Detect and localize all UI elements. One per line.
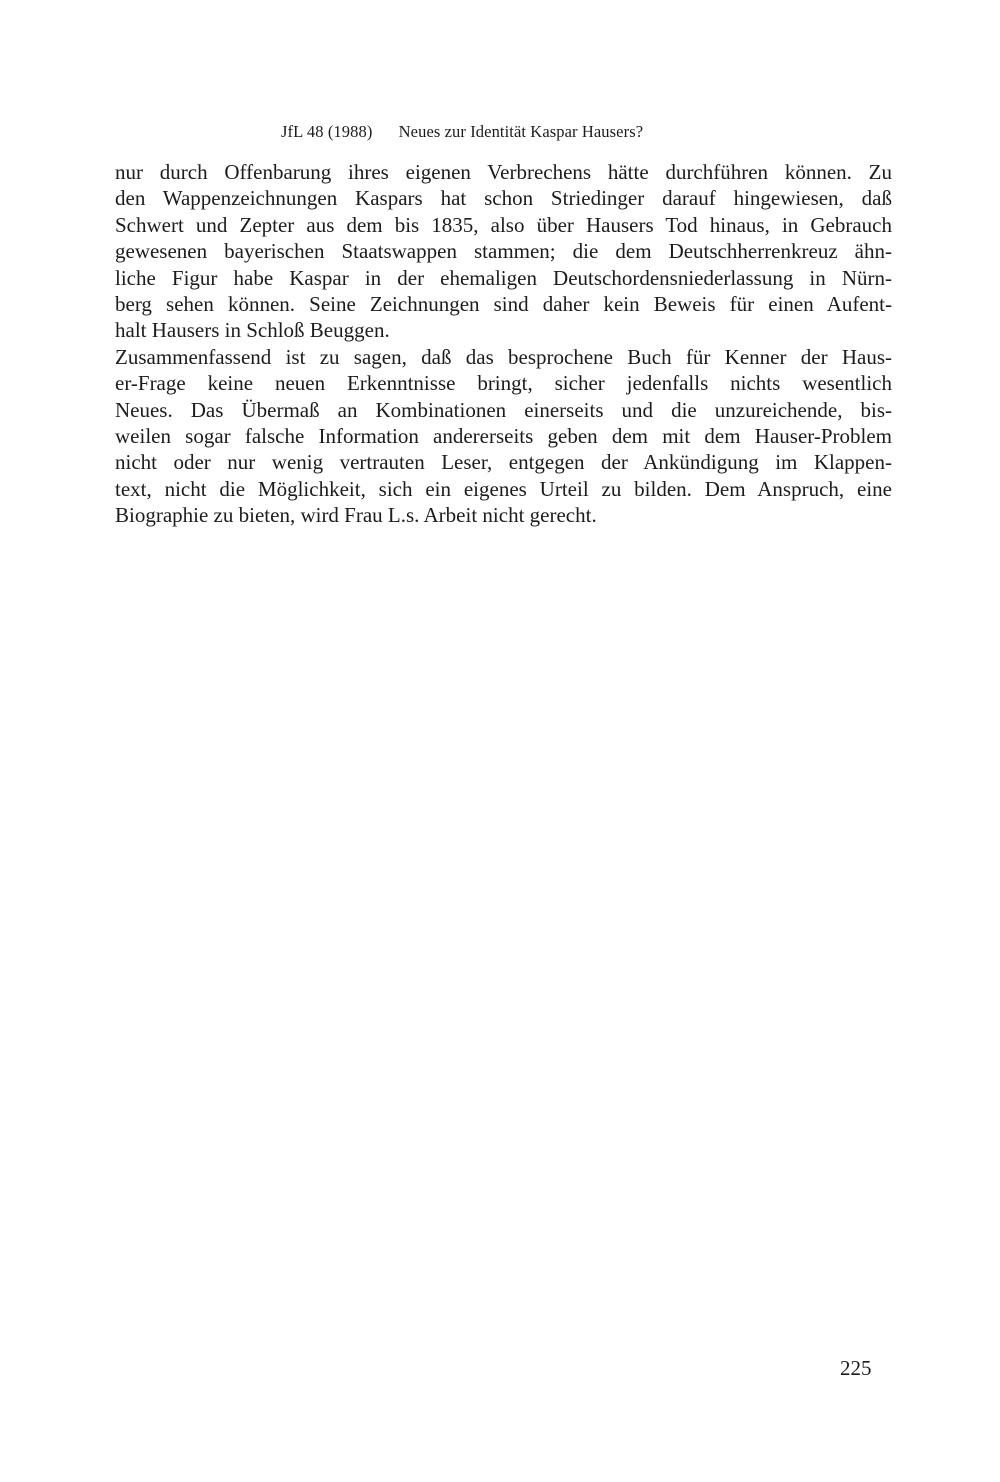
paragraph-2 <box>115 344 892 529</box>
body-text <box>115 159 892 528</box>
text-line: nur durch Offenbarung ihres eigenen Verbrechens hätte durchführen können. Zu <box>115 160 892 184</box>
text-line: den Wappenzeichnungen Kaspars hat schon Striedinger darauf hingewiesen, daß <box>115 186 892 211</box>
page-number: 225 <box>840 1356 872 1380</box>
text-line: liche Figur habe Kaspar in der ehemaligen Deutschordensniederlassung in Nürn- <box>115 265 892 290</box>
running-head <box>281 122 643 142</box>
journal-reference: JfL 48 (1988) <box>281 122 373 141</box>
paragraph-1 <box>115 159 892 344</box>
text-line: er-Frage keine neuen Erkenntnisse bringt, sicher jedenfalls nichts wesentlich <box>115 371 892 396</box>
text-line: Schwert und Zepter aus dem bis 1835, also über Hausers Tod hinaus, in Gebrauch <box>115 212 892 237</box>
article-title: Neues zur Identität Kaspar Hausers? <box>398 122 644 141</box>
text-line: Zusammenfassend ist zu sagen, daß das besprochene Buch für Kenner der Haus- <box>115 344 892 369</box>
text-line: Neues. Das Übermaß an Kombinationen einerseits und die unzureichende, bis- <box>115 397 892 422</box>
text-line: weilen sogar falsche Information andererseits geben dem mit dem Hauser-Problem <box>115 423 892 448</box>
text-line: text, nicht die Möglichkeit, sich ein eigenes Urteil zu bilden. Dem Anspruch, eine <box>115 476 892 501</box>
text-line: gewesenen bayerischen Staatswappen stammen; die dem Deutschherrenkreuz ähn- <box>115 239 892 264</box>
text-line: nicht oder nur wenig vertrauten Leser, entgegen der Ankündigung im Klappen- <box>115 450 892 475</box>
text-line: Biographie zu bieten, wird Frau L.s. Arbeit nicht gerecht. <box>115 503 597 528</box>
text-line: halt Hausers in Schloß Beuggen. <box>115 318 390 343</box>
text-line: berg sehen können. Seine Zeichnungen sind daher kein Beweis für einen Aufent- <box>115 291 892 316</box>
